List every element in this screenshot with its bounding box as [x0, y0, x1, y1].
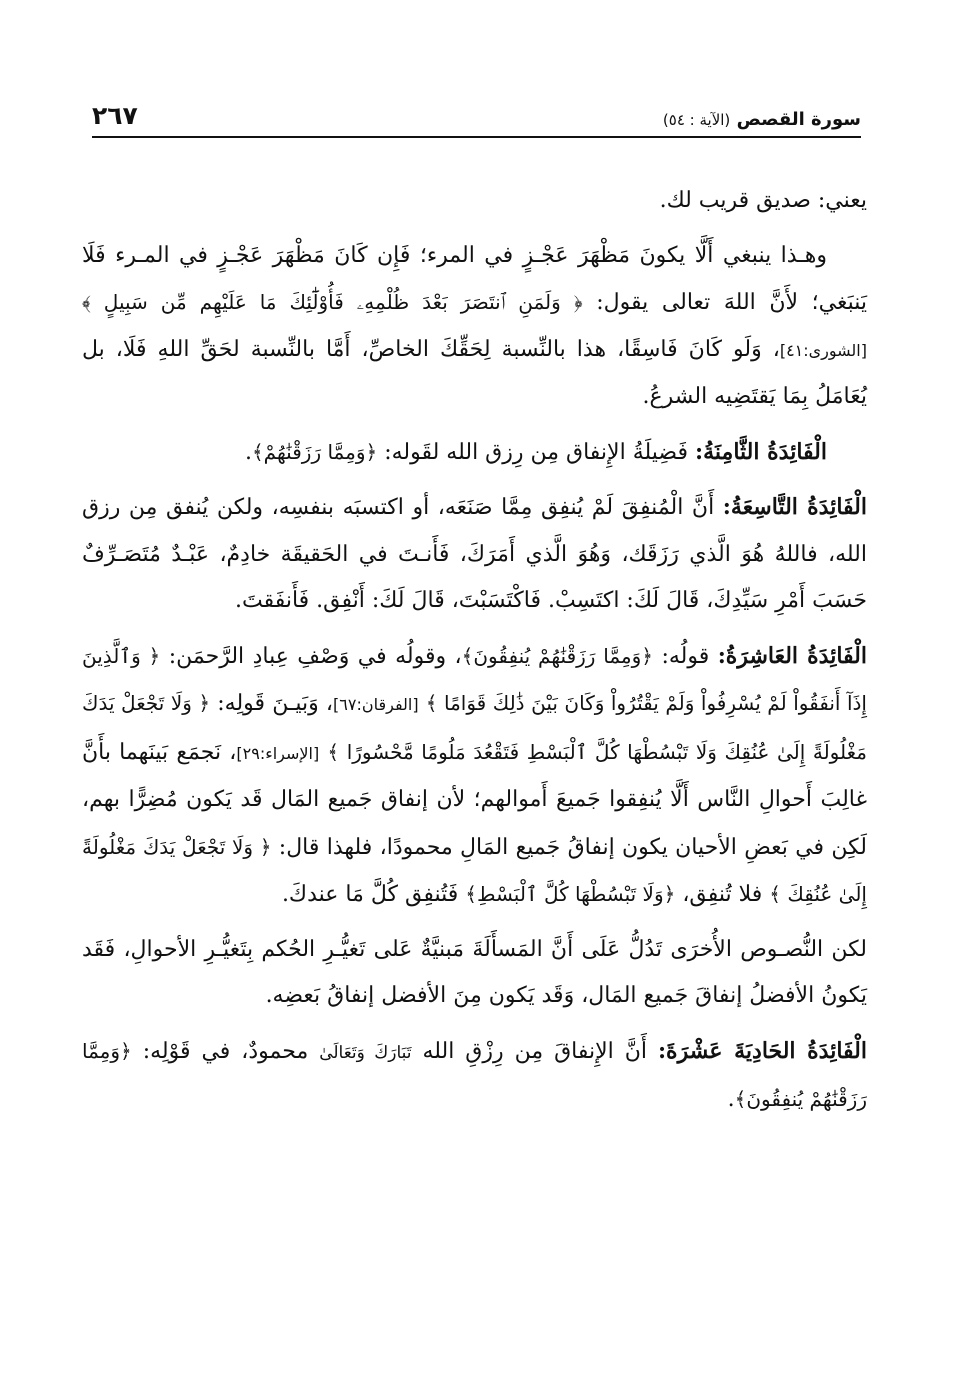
page-number: ٢٦٧ [92, 101, 138, 130]
running-head [663, 109, 861, 130]
paragraph-text: ، نَجمَع بَينَهما بأَنَّ غالِبَ أَحوالِ النَّاس أَلَّا يُنفِقوا جَميعَ أَموالهم؛ لأن إنفاق جَميع المَال قَد يَكون مُضِرًّا بهم، لَكِن في بَعضِ الأحيان يكون إنفاقُ جَميع المَالِ محمودًا، فلهذا قال: [82, 739, 867, 860]
paragraph-text: وهـذا ينبغي أَلَّا يكونَ مَظْهَرَ عَجْـزٍ في المرء؛ فَإِن كَانَ مَظْهَرَ عَجْـزٍ في المـرء فَلَا يَنبَغي؛ لأَنَّ اللهَ تعالى يقول: [82, 242, 867, 315]
page-header [92, 92, 861, 138]
benefit-heading: الْفَائِدَةُ الثَّامِنَةُ: [695, 438, 827, 465]
paragraph-1 [82, 178, 867, 225]
benefit-heading: الْفَائِدَةُ العَاشِرَةُ: [717, 642, 867, 669]
ayah-reference: (الآية : ٥٤) [662, 111, 731, 129]
paragraph-text: فَتُنفِق كُلَّ مَا عندكَ. [281, 882, 466, 907]
paragraph-text: فلا تُنفِق، [675, 882, 770, 907]
quran-verse: ﴿ وَٱلَّذِينَ إِذَآ أَنفَقُواْ لَمْ يُسْرِفُواْ وَلَمْ يَقْتُرُواْ وَكَانَ بَيْنَ ذَٰلِكَ قَوَامًا ﴾ [82, 643, 867, 715]
quran-verse: ﴿وَمِمَّا رَزَقْنَٰهُمْ﴾ [251, 439, 378, 464]
paragraph-benefit-9 [82, 484, 867, 625]
paragraph-text: لكن النُّصـوص الأُخرَى تَدُلُّ عَلَى أَنَّ المَسأَلَةَ مَبنيَّةٌ عَلى تَغيُّـرِ الحُكم بِتَغيُّـرِ الأحوالِ، فَقَد يَكونُ الأفضلُ إنفاقَ جَميع المَال، وَقَد يَكون مِنَ الأفضل إنفاقُ بَعضِه. [82, 936, 867, 1008]
paragraph-text: محمودٌ، في قَوْلِه: [131, 1038, 320, 1064]
benefit-heading: الْفَائِدَةُ التَّاسِعَةُ: [722, 494, 867, 520]
quran-verse: ﴿ وَلَا تَجْعَلْ يَدَكَ مَغْلُولَةً إِلَىٰ عُنُقِكَ وَلَا تَبْسُطْهَا كُلَّ ٱلْبَسْطِ فَتَقْعُدَ مَلُومًا مَّحْسُورًا ﴾ [82, 691, 867, 764]
paragraph-end: . [244, 439, 252, 465]
paragraph-text: أَنَّ الْمُنفِقَ لَمْ يُنفِق مِمَّا صَنَعَه، أو اكتسبَه بنفسِه، ولكن يُنفق مِن رزق الله، فاللهُ هُوَ الَّذي رَزَقَك، وَهُوَ الَّذي أَمَرَكَ، فَأَنـتَ في الحَقيقَة خادِمٌ، عَبْـدٌ مُتَصَـرِّفٌ حَسَبَ أَمْرِ سَيِّدِكَ، قَالَ لَكَ: اكتَسِبْ. فَاكْتَسَبْتَ، قَالَ لَكَ: أَنْفِق. فَأَنفَقتَ. [82, 495, 867, 613]
paragraph-6 [82, 927, 867, 1020]
paragraph-text: ، وَلَو كَانَ فَاسِقًا، هذا بالنِّسبة لِحَقِّكَ الخاصِّ، أَمَّا بالنِّسبة لحَقِّ اللهِ فَلَا، بل يُعَامَلُ بِمَا يَقتَضِيه الشرعُ. [82, 336, 867, 409]
paragraph-benefit-8 [82, 429, 867, 477]
paragraph-text: ، وقولُه في وَصْفِ عِبادِ الرَّحمَن: [160, 643, 462, 669]
verse-citation: [الإسراء:٢٩] [236, 743, 320, 763]
page-body [82, 178, 867, 1132]
paragraph-text: قولُه: [653, 643, 718, 669]
verse-citation: [الفرقان:٦٧] [333, 695, 419, 714]
quran-verse: ﴿ وَلَا تَجْعَلْ يَدَكَ مَغْلُولَةً إِلَىٰ عُنُقِكَ ﴾ [82, 834, 867, 906]
paragraph-text: فَضِيلَةُ الإِنفاق مِن رِزق الله لقَوله: [377, 439, 695, 465]
verse-citation: [الشورى:٤١] [779, 340, 867, 360]
paragraph-text: ، وَبَيـنَ قَولِه: [210, 691, 334, 716]
quran-verse: ﴿ وَلَمَنِ ٱنتَصَرَ بَعْدَ ظُلْمِهِۦ فَأُوْلَٰٓئِكَ مَا عَلَيْهِم مِّن سَبِيلٍ ﴾ [82, 290, 583, 314]
paragraph-text: يعني: صديق قريب لك. [659, 188, 867, 213]
quran-verse: ﴿وَلَا تَبْسُطْهَا كُلَّ ٱلْبَسْطِ﴾ [465, 882, 676, 906]
quran-verse: ﴿وَمِمَّا رَزَقْنَٰهُمْ يُنفِقُونَ﴾ [461, 643, 654, 668]
paragraph-2 [82, 233, 867, 421]
paragraph-text: أَنَّ الإِنفاقَ مِن رِزْقِ الله [411, 1038, 658, 1064]
benefit-heading: الْفَائِدَةُ الحَادِيَةَ عَشْرَةَ: [657, 1037, 867, 1064]
surah-title: سورة القصص [736, 109, 861, 130]
paragraph-benefit-11 [82, 1028, 867, 1124]
paragraph-end: . [727, 1087, 735, 1112]
honorific: تَبَارَكَ وَتَعَالَىٰ [319, 1042, 412, 1063]
paragraph-benefit-10 [82, 633, 867, 919]
quran-verse: ﴿وَمِمَّا رَزَقْنَٰهُمْ يُنفِقُونَ﴾ [82, 1038, 867, 1111]
